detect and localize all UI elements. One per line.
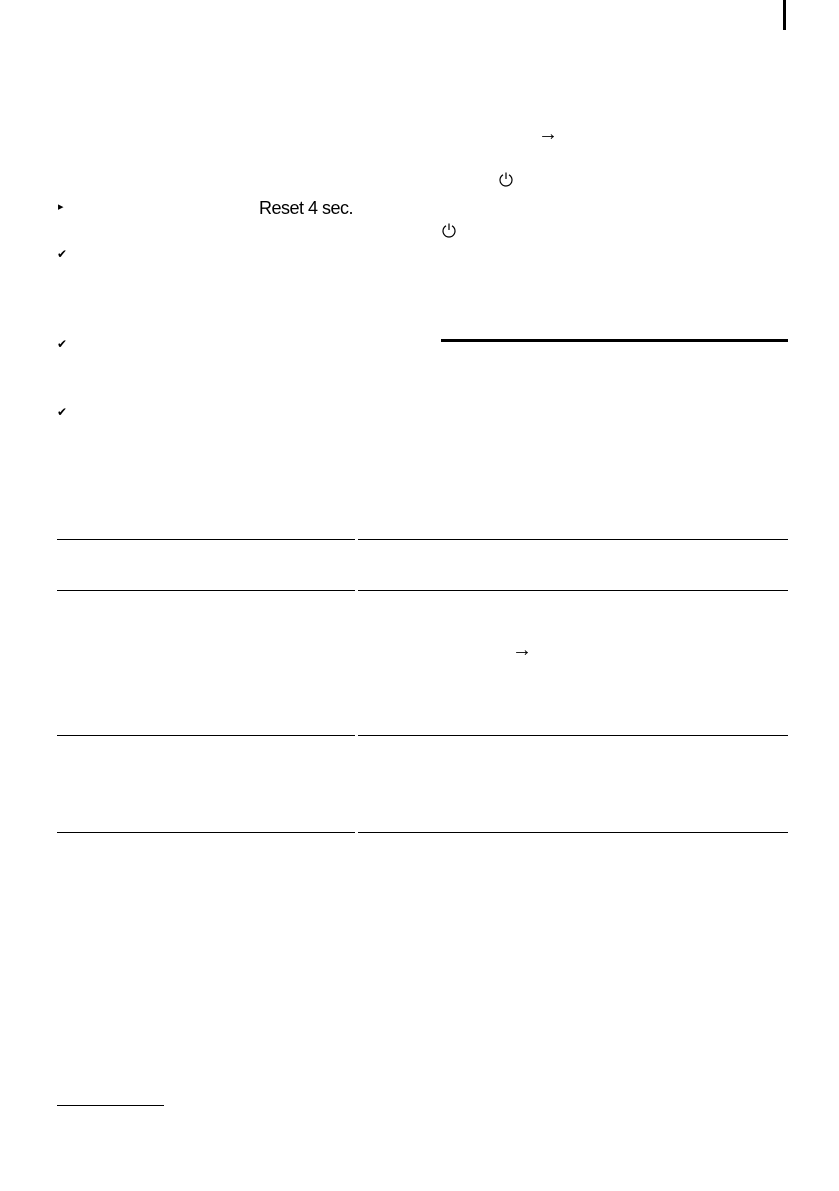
footnote-separator — [57, 1105, 164, 1106]
instruction-bullet-icon: ▸ — [58, 201, 64, 213]
arrow-right-icon: → — [538, 123, 558, 145]
table-bottom-rule-left — [57, 832, 355, 833]
table-header-rule-left — [57, 590, 355, 591]
arrow-right-icon: → — [512, 639, 532, 661]
result-check-icon: ✔ — [57, 405, 68, 419]
power-icon — [441, 222, 457, 238]
power-icon — [498, 171, 514, 187]
section-heading-rule — [441, 339, 788, 342]
table-top-rule-left — [57, 539, 355, 540]
table-row-rule-right — [358, 735, 788, 736]
result-check-icon: ✔ — [57, 337, 68, 351]
reset-button-label: Reset 4 sec. — [259, 198, 354, 218]
result-check-icon: ✔ — [57, 247, 68, 261]
table-row-rule-left — [57, 735, 355, 736]
table-top-rule-right — [358, 539, 788, 540]
table-header-rule-right — [358, 590, 788, 591]
table-bottom-rule-right — [358, 832, 788, 833]
page-edge-tab — [783, 0, 786, 30]
